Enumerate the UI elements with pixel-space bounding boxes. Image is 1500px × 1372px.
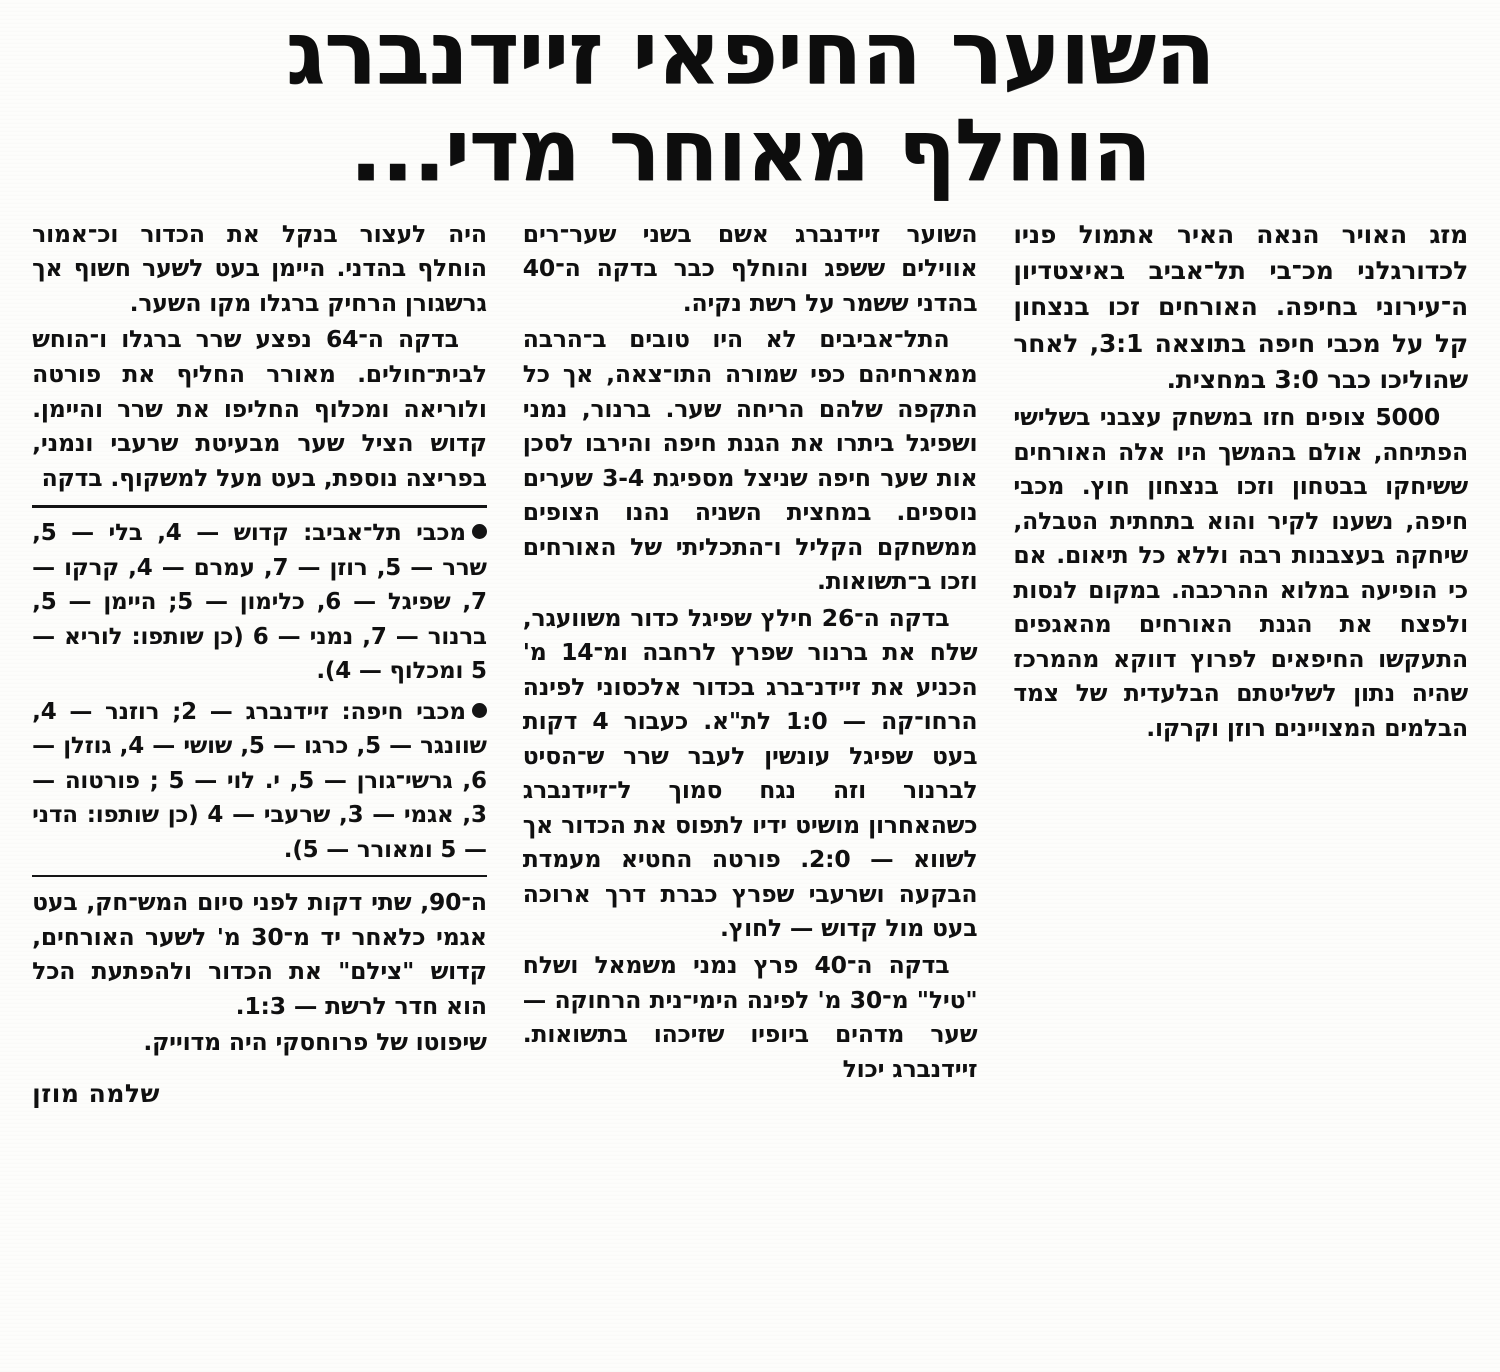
article-headline — [0, 0, 1500, 199]
team-players: : זיידנברג — 2; רוזנר — 4, שוונגר — 5, כרגו — 5, שושי — 4, גוזלן — 6, גרשי־גורן — 5, י. לוי — 5 ; פורטוה — 3, אגמי — 3, שרעבי — 4 (כן שותפו: הדני — 5 ומאורר — 5). — [32, 698, 487, 863]
article-columns — [0, 199, 1500, 1289]
headline-line-2: הוחלף מאוחר מדי... — [349, 100, 1151, 201]
headline-line-1: השוער החיפאי זיידנברג — [285, 1, 1215, 104]
author-signature: שלמה מוזן — [32, 1078, 160, 1108]
divider-top — [32, 505, 487, 508]
lineup-maccabi-haifa — [32, 695, 487, 868]
closing-paragraph: ה־90, שתי דקות לפני סיום המש־חק, בעט אגמי כלאחר יד מ־30 מ' לשער האורחים, קדוש "צילם" את הכדור ולהפתעת הכל הוא חדר לרשת — 1:3. — [32, 888, 487, 1020]
team-name: מכבי חיפה — [350, 698, 466, 725]
team-players: : קדוש — 4, בלי — 5, שרר — 5, רוזן — 7, עמרם — 4, קרקו — 7, שפיגל — 6, כלימון — 5; היימן — 5, ברנור — 7, נמני — 6 (כן שותפו: לוריא — 5 ומכלוף — 4). — [32, 520, 487, 685]
paragraph: בדקה ה־26 חילץ שפיגל כדור משוועגר, שלח את ברנור שפרץ לרחבה ומ־14 מ' הכניע את זיידנ־ברג בכדור אלכסוני לפינה הרחו־קה — 1:0 לת"א. כעבור 4 דקות בעט שפיגל עונשין לעבר שרר ש־הסיט לברנור וזה נגח סמוך ל־זיידנברג כשהאחרון מושיט ידיו לתפוס את הכדור אך לשווא — 2:0. פורטה החטיא מעמדת הבקעה ושרעבי שפרץ כברת דרך ארוכה בעט מול קדוש — לחוץ. — [522, 603, 978, 943]
paragraph: מזג האויר הנאה האיר אתמול פניו לכדורגלני מכ־בי תל־אביב באיצטדיון ה־עירוני בחיפה. האורחים זכו בנצחון קל על מכבי חיפה בתוצאה 3:1, לאחר שהוליכו כבר 3:0 במחצית. — [1013, 219, 1468, 394]
lineup-maccabi-tel-aviv — [32, 516, 487, 689]
paragraph: היה לעצור בנקל את הכדור וכ־אמור הוחלף בהדני. היימן בעט לשער חשוף אך גרשגורן הרחיק ברגלו מקו השער. — [32, 219, 487, 317]
paragraph: 5000 צופים חזו במשחק עצבני בשלישי הפתיחה, אולם בהמשך היו אלה האורחים ששיחקו בבטחון וזכו בנצחון חוץ. מכבי חיפה, נשענו לקיר והוא בתחתית הטבלה, שיחקה בעצבנות רבה וללא כל תיאום. אם כי הופיעה במלוא ההרכבה. במקום לנסות ולפצח את הגנת האורחים מהאגפים התעקשו החיפאים לפרוץ דווקא מהמרכז שהיה נתון לשליטתם הבלעדית של צמד הבלמים המצויינים רוזן וקרקו. — [1013, 403, 1468, 742]
bullet-icon — [472, 703, 487, 718]
team-name: מכבי תל־אביב — [312, 520, 466, 547]
paragraph: השוער זיידנברג אשם בשני שער־רים אווילים ששפג והוחלף כבר בדקה ה־40 בהדני ששמר על רשת נקיה. — [522, 219, 978, 317]
column-middle — [505, 217, 996, 1289]
paragraph: בדקה ה־40 פרץ נמני משמאל ושלח "טיל" מ־30 מ' לפינה הימי־נית הרחוקה — שער מדהים ביופיו שזיכהו בתשואות. זיידנברג יכול — [522, 951, 978, 1083]
divider-bottom — [32, 875, 487, 877]
column-right — [995, 217, 1486, 1289]
paragraph: בדקה ה־64 נפצע שרר ברגלו ו־הוחש לבית־חולים. מאורר החליף את פורטה ולוריאה ומכלוף החליפו את שרר והיימן. קדוש הציל שער מבעיטת שרעבי ונמני, בפריצה נוספת, בעט מעל למשקוף. בדקה — [32, 325, 487, 492]
column-left — [14, 217, 505, 1289]
paragraph: התל־אביבים לא היו טובים ב־הרבה ממארחיהם כפי שמורה התו־צאה, אך כל התקפה שלהם הריחה שער. ברנור, נמני ושפיגל ביתרו את הגנת חיפה והירבו לסכן אות שער חיפה שניצל מספיגת 3-4 שערים נוספים. במחצית השניה נהנו הצופים ממשחקם הקליל ו־התכליתי של האורחים וזכו ב־תשואות. — [522, 325, 978, 596]
bullet-icon — [472, 524, 487, 539]
referee-note: שיפוטו של פרוחסקי היה מדוייק. — [143, 1028, 487, 1057]
